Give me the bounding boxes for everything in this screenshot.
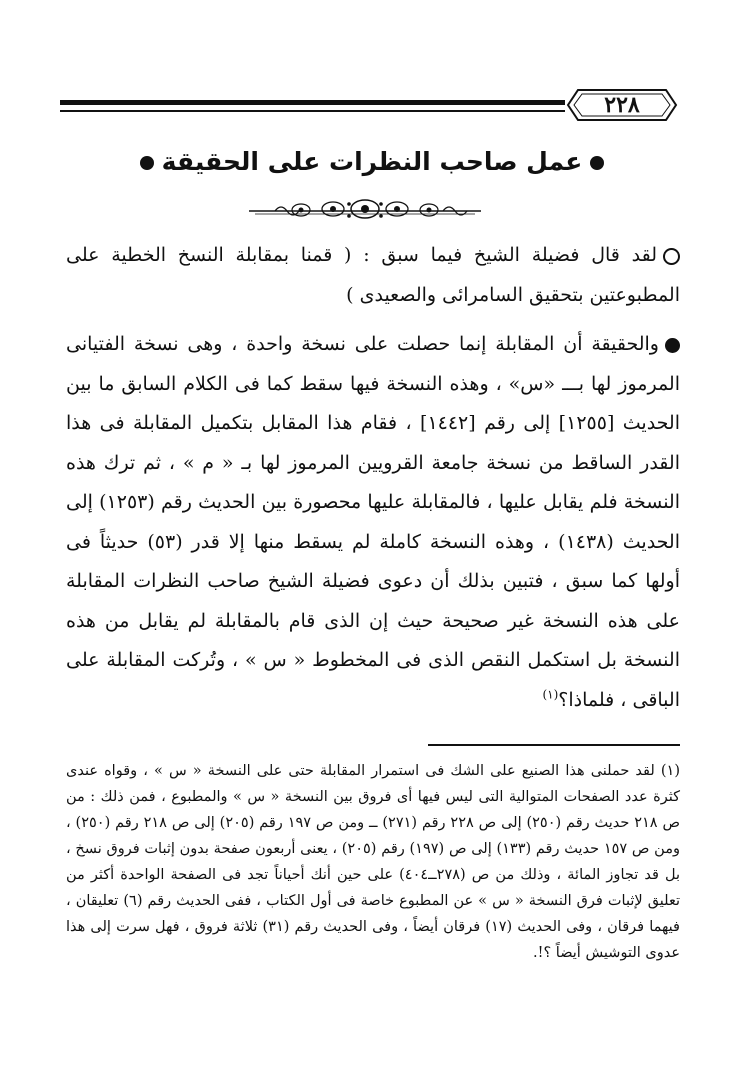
paragraph-quote-text: لقد قال فضيلة الشيخ فيما سبق : ( قمنا بمقابلة النسخ الخطية على المطبوعتين بتحقيق السامرائى والصعيدى ): [66, 244, 680, 306]
bullet-dot-icon: [590, 156, 604, 170]
section-title: [100, 140, 644, 184]
header-rule: [60, 100, 565, 105]
page-number: ٢٢٨: [604, 92, 640, 118]
footnote-reference[interactable]: (١): [542, 687, 559, 702]
hollow-circle-bullet-icon: [663, 248, 680, 265]
page-number-frame: [566, 86, 678, 124]
paragraph-reality-text: والحقيقة أن المقابلة إنما حصلت على نسخة واحدة ، وهى نسخة الفتيانى المرموز لها بـــ «س» ، وهذه النسخة فيها سقط كما فى الكلام السابق ما بين الحديث [١٢٥٥] إلى رقم [١٤٤٢] ، فقام هذا المقابل بتكميل المقابلة فى هذا القدر الساقط من نسخة جامعة القرويين المرموز لها بـ « م » ، ثم ترك هذه النسخة فلم يقابل عليها ، فالمقابلة عليها محصورة بين الحديث رقم (١٢٥٣) إلى الحديث (١٤٣٨) ، وهذه النسخة كاملة لم يسقط منها إلا قدر (٥٣) حديثاً فى أولها كما سبق ، فتبين بذلك أن دعوى فضيلة الشيخ صاحب النظرات المقابلة على هذه النسخة غير صحيحة حيث إن الذى قام بالمقابلة لم يقابل من هذه النسخة بل استكمل النقص الذى فى المخطوط « س » ، وتُركت المقابلة على الباقى ، فلماذا؟: [66, 333, 681, 711]
header-rule-thin: [60, 110, 565, 112]
floral-ornament-icon: [245, 196, 485, 226]
filled-circle-bullet-icon: [665, 338, 680, 353]
bullet-dot-icon: [140, 156, 154, 170]
footnote-text: (١) لقد حملنى هذا الصنيع على الشك فى استمرار المقابلة حتى على النسخة « س » ، وقواه عندى كثرة عدد الصفحات المتوالية التى ليس فيها أى فروق بين النسخة « س » والمطبوع ، فمن ذلك : من ص ٢١٨ حديث رقم (٢٥٠) إلى ص ٢٢٨ رقم (٢٧١) ــ ومن ص ١٩٧ رقم (٢٠٥) إلى ص ٢١٨ رقم (٢٥٠) ، ومن ص ١٥٧ حديث رقم (١٣٣) إلى ص (١٩٧) رقم (٢٠٥) ، يعنى أربعون صفحة بدون إثبات فروق نسخ ، بل قد تجاوز المائة ، وذلك من ص (٢٧٨ــ٤٠٤) على حين أنك أحياناً تجد فى الصفحة الواحدة أكثر من تعليق لإثبات فرق النسخة « س » عن المطبوع خاصة فى أول الكتاب ، ففى الحديث رقم (٦) تعليقان ، فيهما فرقان ، وفى الحديث (١٧) فرقان أيضاً ، وفى الحديث رقم (٣١) ثلاثة فروق ، فهل سرت إلى هذا عدوى التوشيش أيضاً ؟!.: [66, 763, 681, 961]
footnote: [66, 758, 680, 966]
footnote-separator: [428, 744, 680, 746]
body-text: [66, 236, 680, 720]
paragraph-quote: [66, 236, 680, 315]
section-title-text: عمل صاحب النظرات على الحقيقة: [161, 147, 583, 176]
paragraph-reality: [66, 325, 680, 720]
